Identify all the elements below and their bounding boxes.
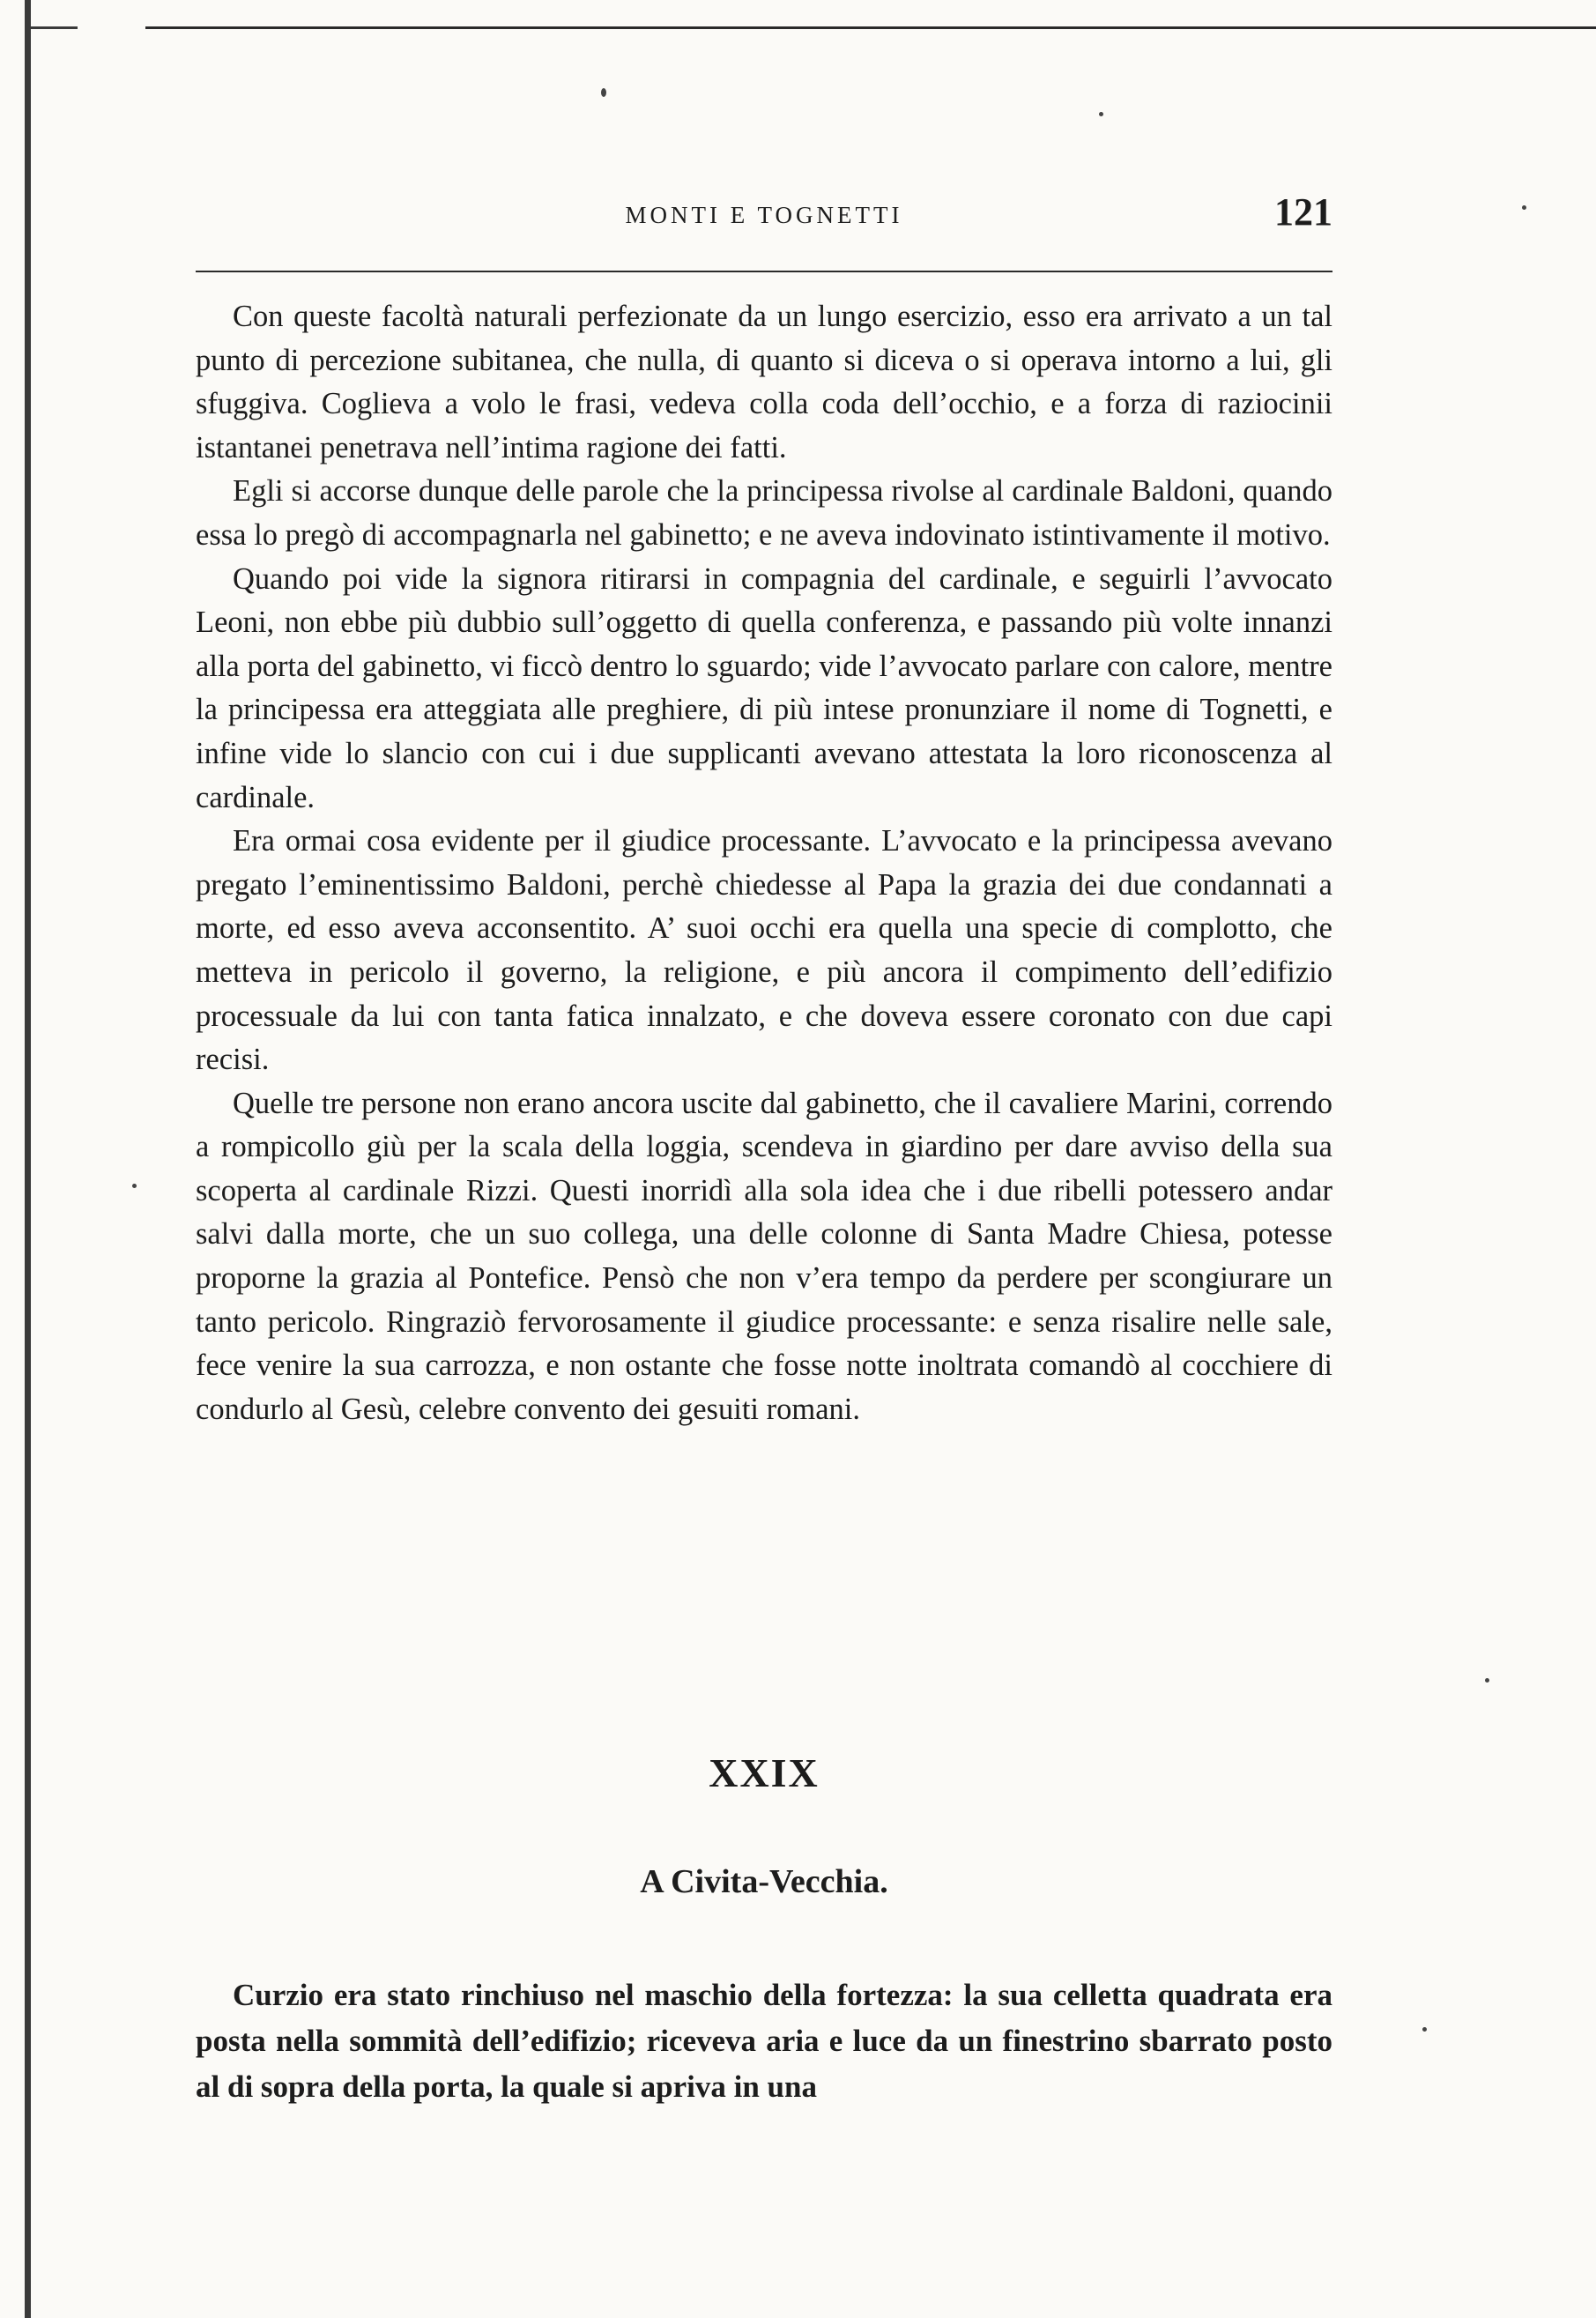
paragraph: Egli si accorse dunque delle parole che la principessa rivolse al cardinale Baldoni, quando essa lo pregò di accompagnarla nel gabinetto; e ne aveva indovinato istintivamente il motivo. bbox=[196, 474, 1332, 552]
page-number: 121 bbox=[1274, 190, 1332, 234]
paragraph: Con queste facoltà naturali perfezionate da un lungo esercizio, esso era arrivato a un tal punto di percezione subitanea, che nulla, di quanto si diceva o si operava intorno a lui, gli sfuggiva. Coglieva a volo le frasi, vedeva colla coda dell’occhio, e a forza di raziocinii istantanei penetrava nell’intima ragione dei fatti. bbox=[196, 300, 1332, 464]
paragraph: Curzio era stato rinchiuso nel maschio della fortezza: la sua celletta quadrata era posta nella sommità dell’edifizio; riceveva aria e luce da un finestrino sbarrato posto al di sopra della porta, la quale si apriva in una bbox=[196, 1978, 1332, 2104]
running-title: MONTI E TOGNETTI bbox=[625, 202, 903, 228]
paragraph: Quelle tre persone non erano ancora uscite dal gabinetto, che il cavaliere Marini, correndo a rompicollo giù per la scala della loggia, scendeva in giardino per dare avviso della sua scoperta al cardinale Rizzi. Questi inorridì alla sola idea che i due ribelli potessero andar salvi dalla morte, che un suo collega, una delle colonne di Santa Madre Chiesa, potesse proporne la grazia al Pontefice. Pensò che non v’era tempo da perdere per scongiurare un tanto pericolo. Ringraziò fervorosamente il giudice processante: e senza risalire nelle sale, fece venire la sua carrozza, e non ostante che fosse notte inoltrata comandò al cocchiere di condurlo al Gesù, celebre convento dei gesuiti romani. bbox=[196, 1086, 1332, 1426]
chapter-number: XXIX bbox=[709, 1750, 820, 1795]
body-text bbox=[196, 295, 1332, 1431]
scan-speck bbox=[1485, 1678, 1489, 1683]
scan-speck bbox=[1099, 112, 1103, 116]
scan-speck bbox=[1422, 2027, 1427, 2032]
chapter-title: A Civita-Vecchia. bbox=[640, 1863, 888, 1900]
scan-top-rule bbox=[145, 26, 1596, 29]
scan-left-tick bbox=[25, 26, 78, 29]
scan-speck bbox=[1522, 205, 1526, 210]
scan-speck bbox=[601, 88, 606, 97]
paragraph: Quando poi vide la signora ritirarsi in compagnia del cardinale, e seguirli l’avvocato Leoni, non ebbe più dubbio sull’oggetto di quella conferenza, e passando più volte innanzi alla porta del gabinetto, vi ficcò dentro lo sguardo; vide l’avvocato parlare con calore, mentre la principessa era atteggiata alle preghiere, di più intese pronunziare il nome di Tognetti, e infine vide lo slancio con cui i due supplicanti avevano attestata la loro riconoscenza al cardinale. bbox=[196, 561, 1332, 814]
scan-left-edge bbox=[25, 0, 31, 2318]
chapter-opening bbox=[196, 1973, 1332, 2110]
scan-speck bbox=[132, 1184, 137, 1188]
running-head bbox=[196, 189, 1332, 242]
header-rule bbox=[196, 271, 1332, 272]
paragraph: Era ormai cosa evidente per il giudice processante. L’avvocato e la principessa avevano pregato l’eminentissimo Baldoni, perchè chiedesse al Papa la grazia dei due condannati a morte, ed esso aveva acconsentito. A’ suoi occhi era quella una specie di complotto, che metteva in pericolo il governo, la religione, e più ancora il compimento dell’edifizio processuale da lui con tanta fatica innalzato, e che doveva essere coronato con due capi recisi. bbox=[196, 824, 1332, 1077]
